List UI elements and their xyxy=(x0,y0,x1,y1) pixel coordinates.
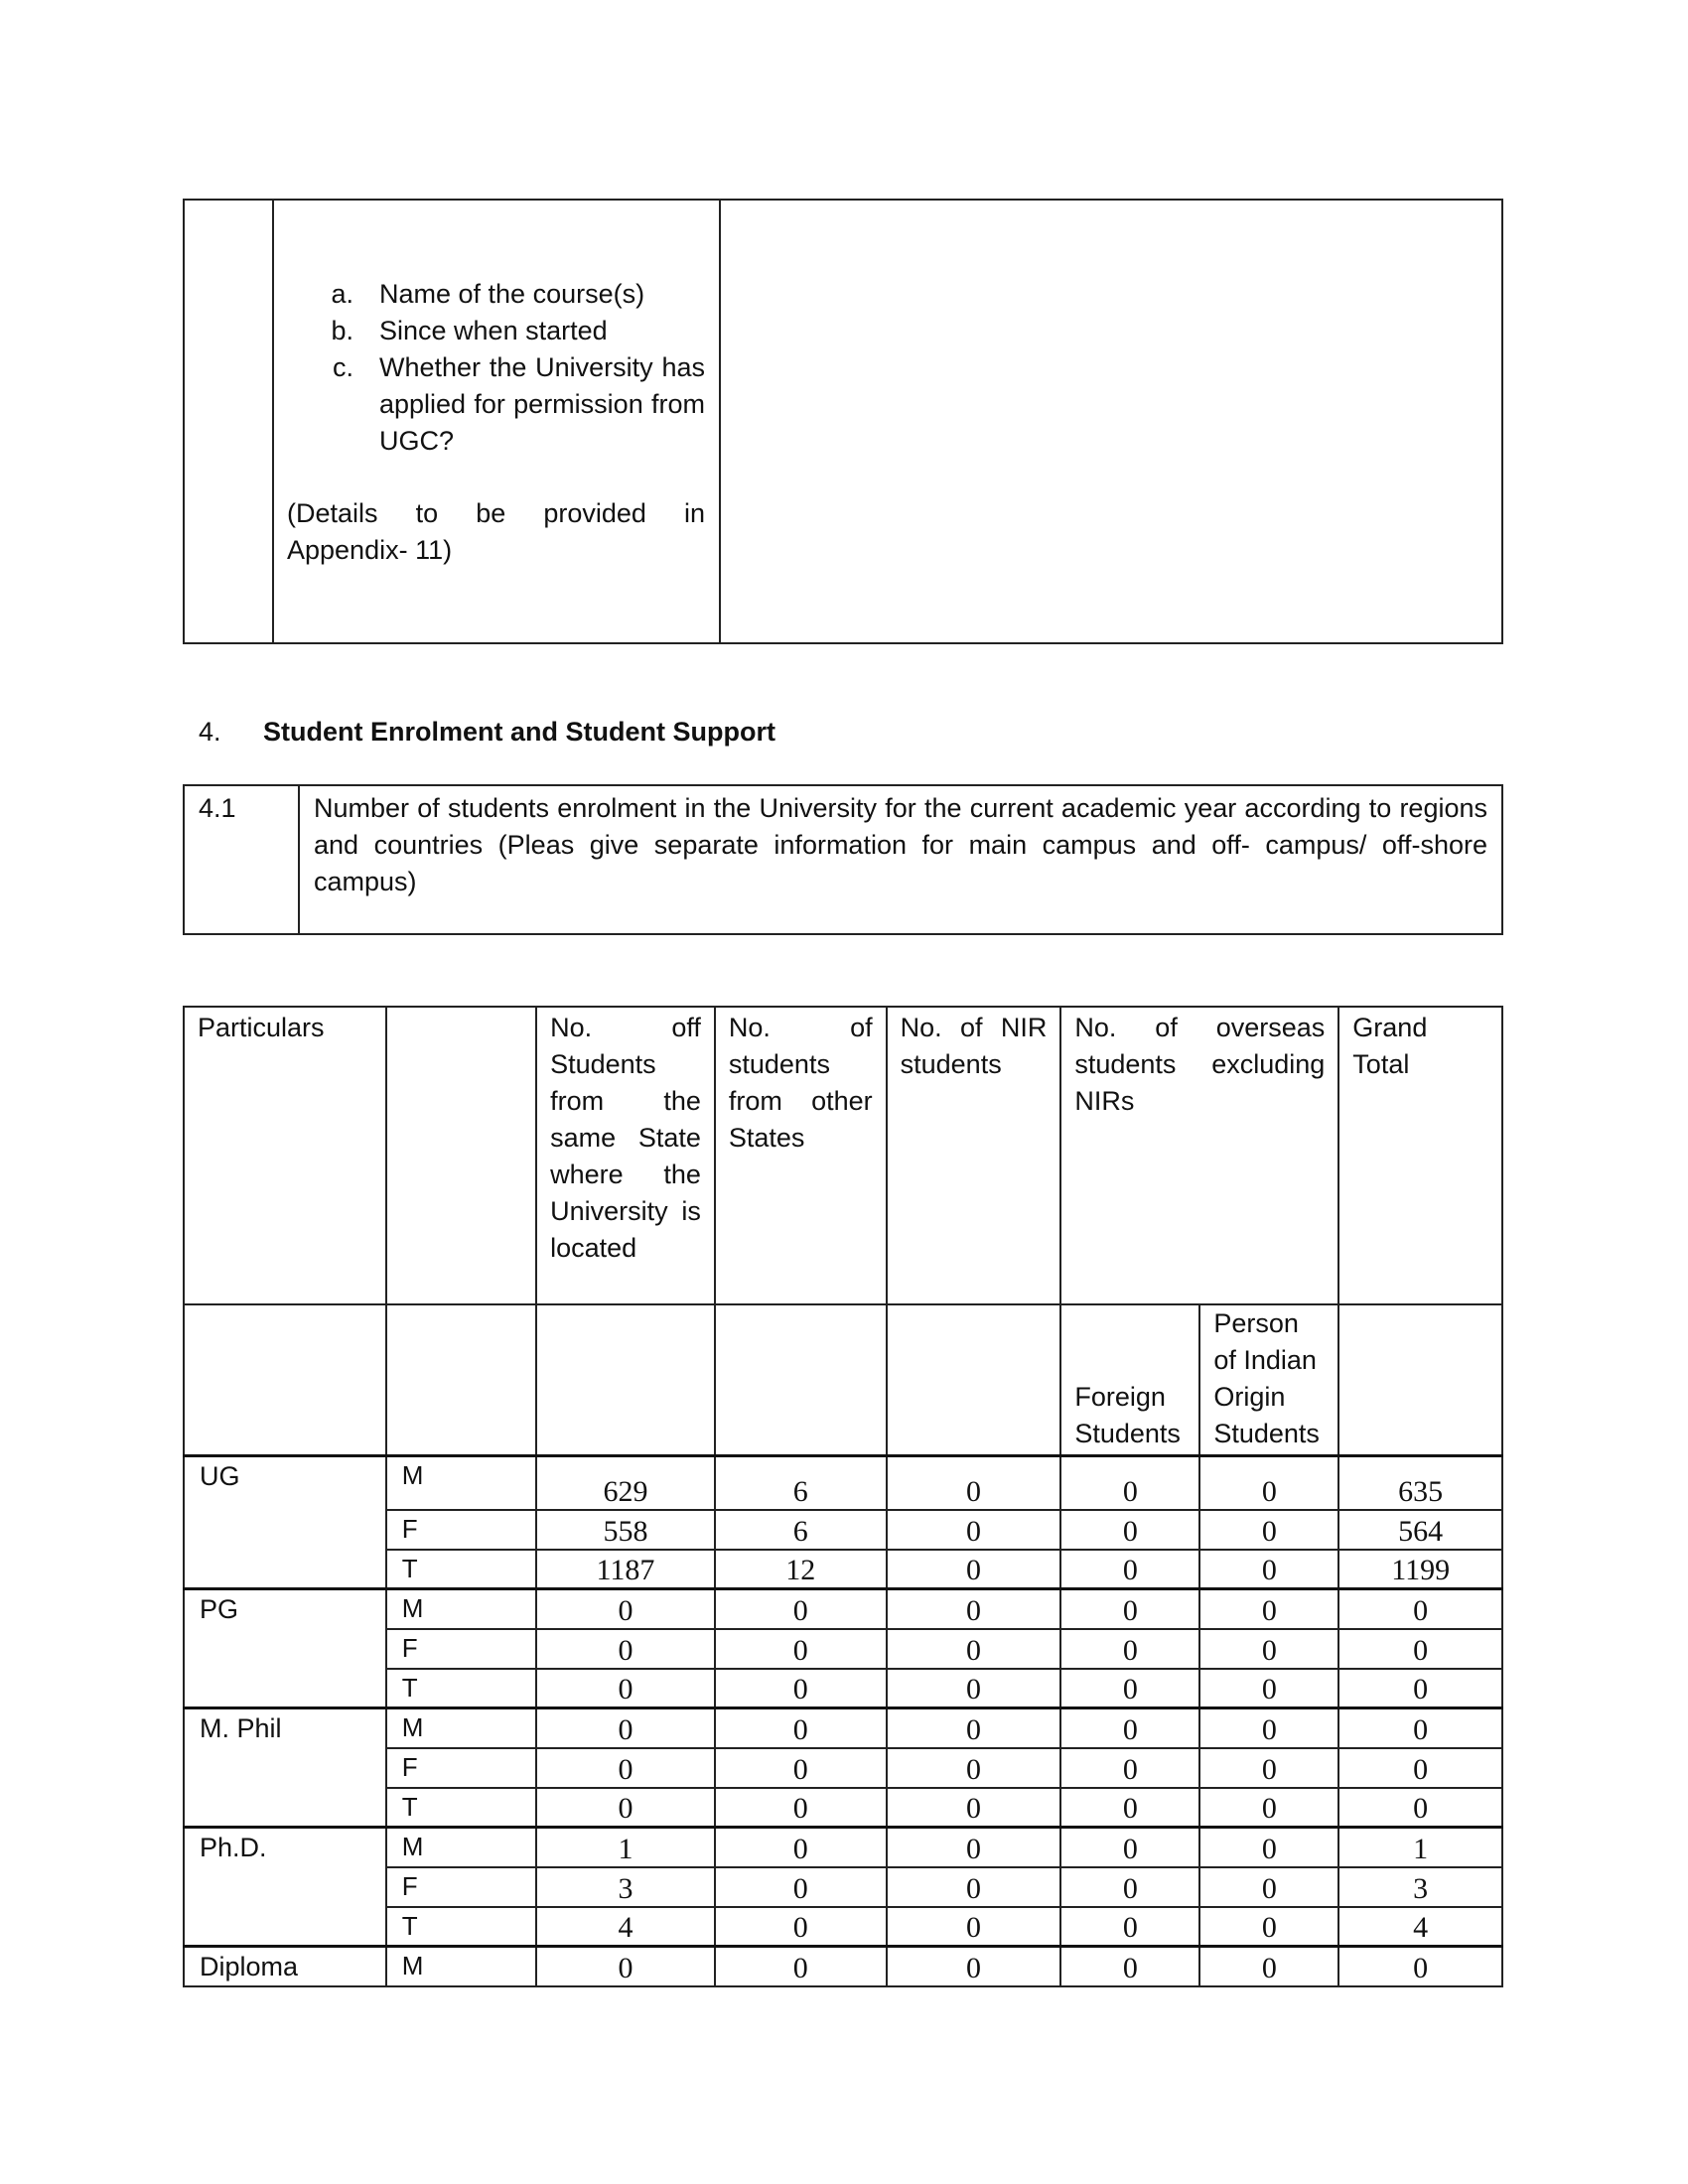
sex-label: T xyxy=(386,1669,536,1708)
table-row xyxy=(184,1708,1502,1748)
grand-total-value: 0 xyxy=(1338,1708,1502,1748)
appendix-note: (Details to be provided in Appendix- 11) xyxy=(287,498,705,565)
empty-subheader xyxy=(1338,1304,1502,1456)
enrolment-body xyxy=(184,1456,1502,1986)
sex-header xyxy=(386,1007,536,1304)
table-row xyxy=(184,1947,1502,1986)
foreign-value: 0 xyxy=(1060,1456,1199,1510)
nir-value: 0 xyxy=(887,1589,1061,1629)
grand-total-value: 4 xyxy=(1338,1907,1502,1947)
same-state-value: 0 xyxy=(536,1669,715,1708)
pio-value: 0 xyxy=(1199,1510,1338,1550)
foreign-value: 0 xyxy=(1060,1748,1199,1788)
level-label: Diploma xyxy=(184,1947,386,1986)
empty-subheader xyxy=(715,1304,887,1456)
same-state-value: 1187 xyxy=(536,1550,715,1589)
grand-total-value: 0 xyxy=(1338,1589,1502,1629)
pio-value: 0 xyxy=(1199,1748,1338,1788)
other-states-value: 0 xyxy=(715,1669,887,1708)
foreign-value: 0 xyxy=(1060,1669,1199,1708)
sex-label: F xyxy=(386,1748,536,1788)
pio-students-header: Person of Indian Origin Students xyxy=(1199,1304,1338,1456)
pio-value: 0 xyxy=(1199,1589,1338,1629)
foreign-value: 0 xyxy=(1060,1708,1199,1748)
course-question-list xyxy=(274,276,705,460)
other-states-value: 0 xyxy=(715,1907,887,1947)
sex-label: M xyxy=(386,1589,536,1629)
same-state-value: 0 xyxy=(536,1708,715,1748)
nir-value: 0 xyxy=(887,1788,1061,1828)
other-states-value: 0 xyxy=(715,1947,887,1986)
same-state-value: 3 xyxy=(536,1867,715,1907)
particulars-header: Particulars xyxy=(184,1007,386,1304)
other-states-value: 0 xyxy=(715,1589,887,1629)
other-states-value: 0 xyxy=(715,1788,887,1828)
same-state-value: 558 xyxy=(536,1510,715,1550)
nir-value: 0 xyxy=(887,1947,1061,1986)
foreign-value: 0 xyxy=(1060,1828,1199,1867)
pio-value: 0 xyxy=(1199,1947,1338,1986)
same-state-value: 629 xyxy=(536,1456,715,1510)
foreign-value: 0 xyxy=(1060,1550,1199,1589)
pio-value: 0 xyxy=(1199,1828,1338,1867)
empty-subheader xyxy=(536,1304,715,1456)
foreign-value: 0 xyxy=(1060,1629,1199,1669)
same-state-value: 0 xyxy=(536,1788,715,1828)
other-states-value: 6 xyxy=(715,1510,887,1550)
course-details-table xyxy=(183,199,1503,644)
pio-value: 0 xyxy=(1199,1669,1338,1708)
list-item: b. Since when started xyxy=(331,316,608,345)
foreign-value: 0 xyxy=(1060,1947,1199,1986)
empty-subheader xyxy=(887,1304,1061,1456)
pio-value: 0 xyxy=(1199,1629,1338,1669)
foreign-students-header: Foreign Students xyxy=(1060,1304,1199,1456)
nir-value: 0 xyxy=(887,1669,1061,1708)
same-state-value: 0 xyxy=(536,1629,715,1669)
same-state-value: 0 xyxy=(536,1589,715,1629)
nir-value: 0 xyxy=(887,1748,1061,1788)
pio-value: 0 xyxy=(1199,1708,1338,1748)
list-item: a. Name of the course(s) xyxy=(331,279,645,309)
other-states-value: 0 xyxy=(715,1828,887,1867)
grand-total-value: 0 xyxy=(1338,1629,1502,1669)
nir-value: 0 xyxy=(887,1867,1061,1907)
foreign-value: 0 xyxy=(1060,1907,1199,1947)
pio-value: 0 xyxy=(1199,1867,1338,1907)
question-text: Number of students enrolment in the University for the current academic year according to regions and countries (Pleas give separate information for main campus and off- campus/ off-shore campus) xyxy=(299,785,1502,934)
other-states-value: 12 xyxy=(715,1550,887,1589)
other-states-value: 0 xyxy=(715,1867,887,1907)
pio-value: 0 xyxy=(1199,1550,1338,1589)
header-row xyxy=(184,1007,1502,1304)
sex-label: M xyxy=(386,1947,536,1986)
nir-value: 0 xyxy=(887,1828,1061,1867)
question-box xyxy=(183,784,1503,935)
nir-value: 0 xyxy=(887,1907,1061,1947)
overseas-header: No. of overseas students excluding NIRs xyxy=(1060,1007,1338,1304)
nir-value: 0 xyxy=(887,1708,1061,1748)
other-states-value: 0 xyxy=(715,1748,887,1788)
particulars-header-cont xyxy=(184,1304,386,1456)
foreign-value: 0 xyxy=(1060,1788,1199,1828)
pio-value: 0 xyxy=(1199,1456,1338,1510)
sex-label: M xyxy=(386,1456,536,1510)
serial-cell xyxy=(184,200,273,643)
grand-total-value: 0 xyxy=(1338,1947,1502,1986)
sex-label: M xyxy=(386,1828,536,1867)
same-state-value: 0 xyxy=(536,1748,715,1788)
list-item: c. Whether the University has applied for permission from UGC? xyxy=(332,352,705,456)
table-row xyxy=(184,1456,1502,1510)
grand-total-value: 0 xyxy=(1338,1748,1502,1788)
sex-label: F xyxy=(386,1629,536,1669)
pio-value: 0 xyxy=(1199,1788,1338,1828)
grand-total-value: 564 xyxy=(1338,1510,1502,1550)
course-question-cell xyxy=(273,200,720,643)
grand-total-value: 635 xyxy=(1338,1456,1502,1510)
level-label: M. Phil xyxy=(184,1708,386,1828)
level-label: Ph.D. xyxy=(184,1828,386,1947)
foreign-value: 0 xyxy=(1060,1589,1199,1629)
foreign-value: 0 xyxy=(1060,1867,1199,1907)
table-row xyxy=(184,1828,1502,1867)
question-number: 4.1 xyxy=(184,785,299,934)
nir-value: 0 xyxy=(887,1510,1061,1550)
level-label: UG xyxy=(184,1456,386,1589)
nir-value: 0 xyxy=(887,1629,1061,1669)
section-title: Student Enrolment and Student Support xyxy=(263,717,775,747)
other-states-value: 0 xyxy=(715,1629,887,1669)
nir-value: 0 xyxy=(887,1550,1061,1589)
sex-label: T xyxy=(386,1788,536,1828)
grand-total-value: 0 xyxy=(1338,1669,1502,1708)
same-state-header: No. off Students from the same State where the University is located xyxy=(536,1007,715,1304)
foreign-value: 0 xyxy=(1060,1510,1199,1550)
same-state-value: 0 xyxy=(536,1947,715,1986)
same-state-value: 4 xyxy=(536,1907,715,1947)
nir-header: No. of NIR students xyxy=(887,1007,1061,1304)
other-states-value: 6 xyxy=(715,1456,887,1510)
grand-total-value: 0 xyxy=(1338,1788,1502,1828)
grand-total-value: 1 xyxy=(1338,1828,1502,1867)
answer-cell xyxy=(720,200,1502,643)
empty-subheader xyxy=(386,1304,536,1456)
enrolment-table xyxy=(183,1006,1503,1987)
sex-label: T xyxy=(386,1907,536,1947)
grand-total-value: 1199 xyxy=(1338,1550,1502,1589)
pio-value: 0 xyxy=(1199,1907,1338,1947)
same-state-value: 1 xyxy=(536,1828,715,1867)
subheader-row xyxy=(184,1304,1502,1456)
section-number: 4. xyxy=(199,717,221,747)
sex-label: T xyxy=(386,1550,536,1589)
table-row xyxy=(184,1589,1502,1629)
sex-label: M xyxy=(386,1708,536,1748)
grand-total-header: Grand Total xyxy=(1338,1007,1502,1304)
other-states-value: 0 xyxy=(715,1708,887,1748)
grand-total-value: 3 xyxy=(1338,1867,1502,1907)
sex-label: F xyxy=(386,1510,536,1550)
other-states-header: No. of students from other States xyxy=(715,1007,887,1304)
sex-label: F xyxy=(386,1867,536,1907)
level-label: PG xyxy=(184,1589,386,1708)
nir-value: 0 xyxy=(887,1456,1061,1510)
